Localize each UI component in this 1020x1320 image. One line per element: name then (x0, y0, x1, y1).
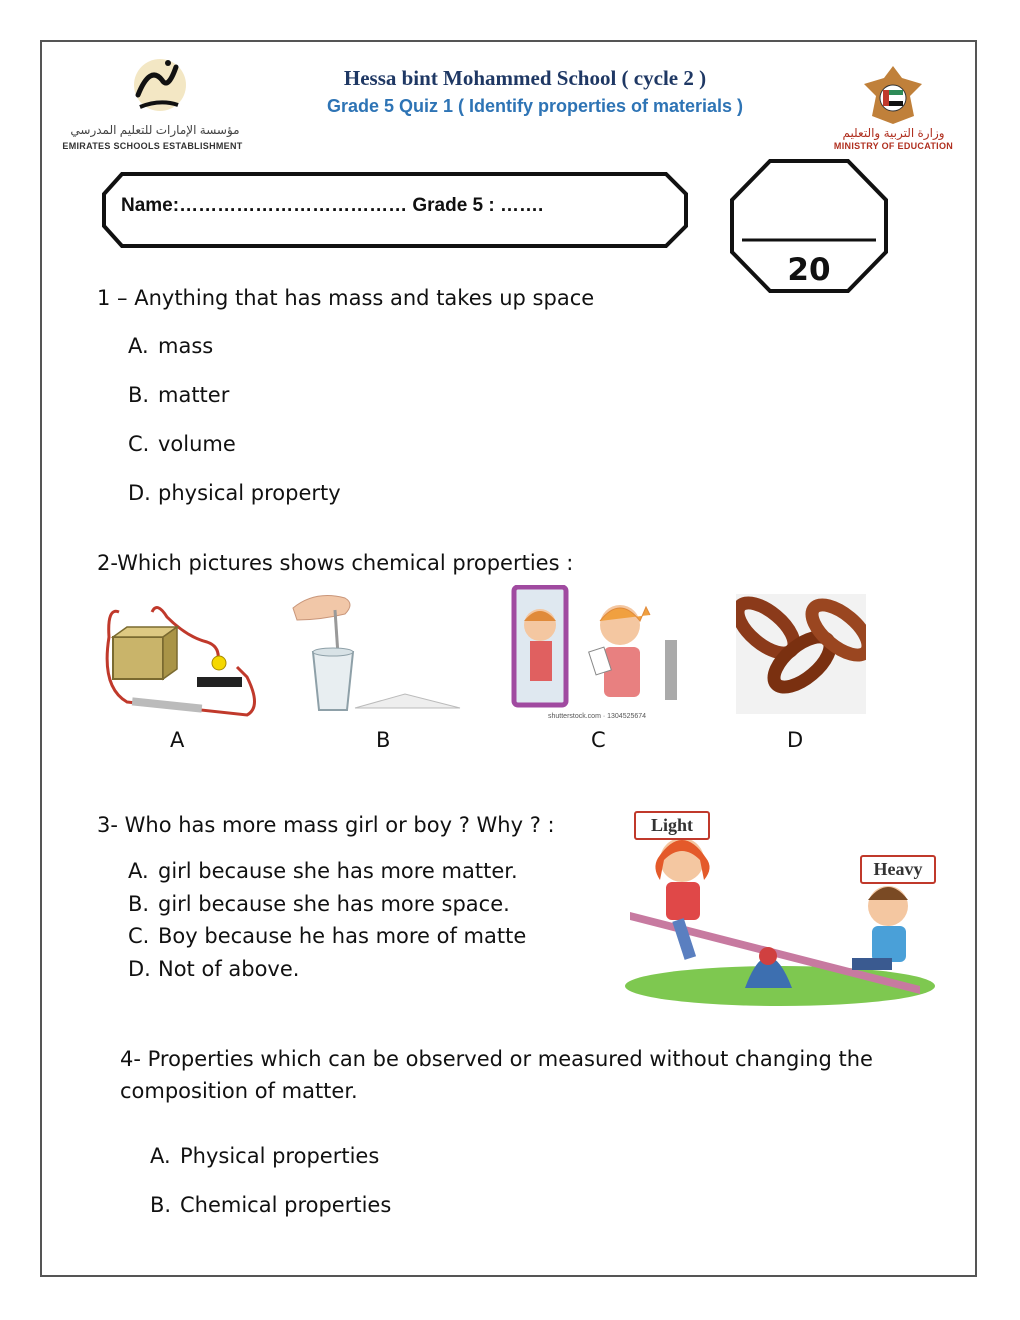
q1-option-d[interactable] (128, 481, 341, 505)
option-text: Chemical properties (180, 1193, 392, 1217)
light-tag: Light (634, 811, 710, 840)
emblem-eagle-icon (858, 62, 928, 128)
heavy-tag: Heavy (860, 855, 936, 884)
q3-option-d[interactable] (128, 957, 299, 981)
option-letter: D. (128, 481, 151, 505)
question-2: 2-Which pictures shows chemical properties : (97, 551, 574, 575)
option-letter: D. (128, 957, 151, 981)
option-letter: B. (128, 892, 150, 916)
girl-mirror-icon[interactable] (500, 585, 685, 710)
option-letter: B. (128, 383, 150, 407)
question-4-line1: 4- Properties which can be observed or measured without changing the (120, 1047, 873, 1071)
question-1: 1 – Anything that has mass and takes up space (97, 286, 595, 310)
q1-option-a[interactable] (128, 334, 213, 358)
right-logo-arabic-caption: وزارة التربية والتعليم (842, 126, 945, 140)
rusty-chain-icon[interactable] (736, 594, 866, 714)
q4-option-a[interactable] (150, 1144, 379, 1168)
option-letter: C. (128, 432, 150, 456)
option-letter: B. (150, 1193, 172, 1217)
q1-option-b[interactable] (128, 383, 229, 407)
option-text: volume (158, 432, 236, 456)
option-text: Boy because he has more of matte (158, 924, 527, 948)
salt-dissolving-icon[interactable] (285, 590, 465, 715)
picture-b-label: B (376, 728, 391, 752)
option-text: girl because she has more matter. (158, 859, 518, 883)
left-logo-arabic-caption: مؤسسة الإمارات للتعليم المدرسي (70, 123, 240, 137)
electric-circuit-icon[interactable] (97, 597, 257, 722)
picture-a-label: A (170, 728, 185, 752)
option-text: matter (158, 383, 230, 407)
picture-c-credit: shutterstock.com · 1304525674 (548, 713, 647, 720)
option-letter: A. (128, 334, 149, 358)
q4-option-b[interactable] (150, 1193, 391, 1217)
right-logo-english-caption: MINISTRY OF EDUCATION (833, 141, 954, 151)
picture-c-label: C (591, 728, 606, 752)
score-total: 20 (787, 252, 831, 288)
left-logo-english-caption: EMIRATES SCHOOLS ESTABLISHMENT (62, 141, 243, 151)
q3-option-b[interactable] (128, 892, 510, 916)
school-title: Hessa bint Mohammed School ( cycle 2 ) (343, 66, 707, 90)
option-text: Not of above. (158, 957, 300, 981)
question-3: 3- Who has more mass girl or boy ? Why ? : (97, 813, 555, 837)
option-letter: A. (150, 1144, 171, 1168)
taleem-logo-icon (120, 55, 190, 120)
name-grade-field[interactable]: Name:……………………………… Grade 5 : ……. (121, 195, 544, 216)
q1-option-c[interactable] (128, 432, 236, 456)
question-4-line2: composition of matter. (120, 1079, 358, 1103)
ministry-logo (826, 62, 961, 154)
q3-option-c[interactable] (128, 924, 526, 948)
q3-option-a[interactable] (128, 859, 518, 883)
quiz-title: Grade 5 Quiz 1 ( Identify properties of materials ) (326, 96, 744, 116)
option-text: physical property (158, 481, 341, 505)
option-text: mass (158, 334, 214, 358)
option-text: girl because she has more space. (158, 892, 510, 916)
emirates-schools-logo (60, 55, 245, 155)
option-letter: C. (128, 924, 150, 948)
option-letter: A. (128, 859, 149, 883)
option-text: Physical properties (180, 1144, 380, 1168)
picture-d-label: D (787, 728, 804, 752)
